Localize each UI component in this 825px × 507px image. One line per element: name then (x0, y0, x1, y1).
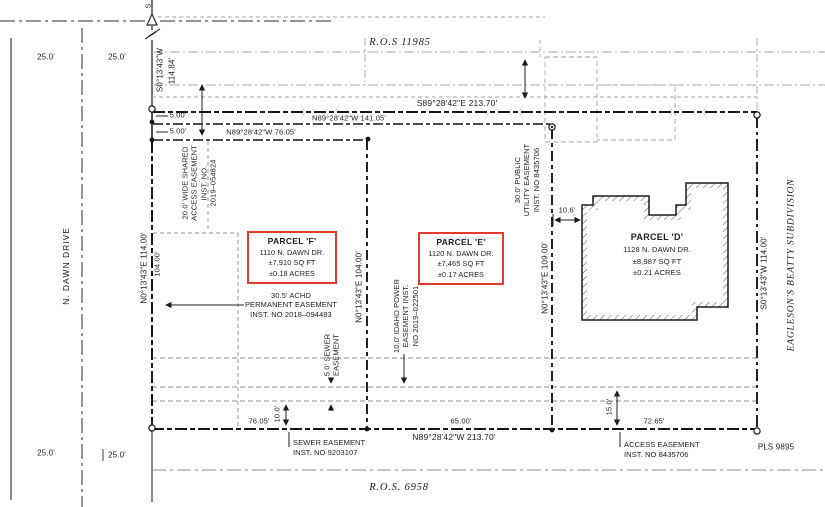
sewer-width-label: 5.0' SEWER EASEMENT (322, 333, 341, 377)
parcel-f-area-sqft: ±7,910 SQ FT (268, 258, 316, 267)
offset-dim-b: 5.00' (169, 126, 187, 136)
sewer-inst-label: SEWER EASEMENT INST. NO 9203107 (293, 438, 366, 457)
parcel-d-address: 1128 N. DAWN DR. (623, 245, 691, 255)
tie-length-label: 114.84' (167, 57, 177, 85)
parcel-d-name: PARCEL 'D' (630, 232, 684, 243)
building-offset-dim: 10.6' (558, 205, 576, 215)
parcel-f-address: 1110 N. DAWN DR. (259, 247, 325, 257)
access-width-dim: 15.0' (604, 398, 614, 416)
south-f-dim: 76.05' (248, 416, 270, 426)
idaho-power-easement-label: 10.0' IDAHO POWER EASEMENT INST. NO 2019–022501 (391, 279, 420, 353)
access-inst-label: ACCESS EASEMENT INST. NO 8435706 (624, 440, 700, 459)
shared-access-easement-label: 20.0' WIDE SHARED ACCESS EASEMENT INST. NO. 2019–054824 (180, 145, 218, 221)
inner-line-141-label: N89°28'42"W 141.05' (312, 113, 386, 123)
row-width-top-left: 25.0' (37, 52, 55, 62)
tie-bearing-label: S0°13'43"W (155, 47, 165, 93)
line-break-symbol (145, 29, 160, 39)
parcel-f-label-box (247, 231, 337, 284)
adjacent-subdivision-label: EAGLESON'S BEATTY SUBDIVISION (786, 178, 797, 352)
dimension-arrows (152, 57, 620, 447)
south-boundary-label: N89°28'42"W 213.70' (412, 432, 496, 443)
ros-11985-label: R.O.S 11985 (369, 36, 431, 48)
street-name-label: N. DAWN DRIVE (61, 227, 72, 305)
inner-line-76-label: N89°28'42"W 76.05' (226, 127, 296, 137)
monument-triangle (147, 14, 157, 25)
row-width-top-right: 25.0' (108, 52, 126, 62)
parcel-f-area-acres: ±0.18 ACRES (268, 268, 316, 278)
north-boundary-label: S89°28'42"E 213.70' (416, 98, 498, 109)
public-utility-easement-label: 30.0' PUBLIC UTILITY EASEMENT INST. NO 8435706 (512, 143, 541, 217)
parcel-e-label-box (418, 232, 504, 285)
parcel-e-d-boundary-label: N0°13'43"E 109.00' (540, 242, 550, 314)
west-inner-dim-label: 104.00' (152, 251, 162, 277)
west-boundary-label: N0°13'43"E 114.00' (139, 232, 149, 304)
pls-corner-label: PLS 9895 (757, 442, 795, 452)
east-boundary-label: S0°13'43"W 114.00' (759, 236, 769, 310)
easement-lines (152, 141, 757, 428)
parcel-d-area-acres: ±0.21 ACRES (633, 268, 681, 278)
parcel-d-area-sqft: ±8,987 SQ FT (632, 256, 682, 266)
parcel-f-name: PARCEL 'F' (267, 236, 317, 246)
achd-easement-label: 30.5' ACHD PERMANENT EASEMENT INST. NO 2018–094483 (244, 290, 338, 319)
cut-label-top: S (143, 3, 153, 9)
sewer-gap-dim: 10.0' (272, 405, 282, 423)
parcel-e-area-sqft: ±7,465 SQ FT (437, 259, 485, 268)
parcel-e-address: 1120 N. DAWN DR. (428, 248, 494, 258)
ros-6958-label: R.O.S. 6958 (369, 481, 429, 493)
south-d-dim: 72.65' (643, 416, 665, 426)
parcel-e-name: PARCEL 'E' (436, 237, 486, 247)
parcel-d-label (623, 232, 691, 278)
row-width-bottom-right: 25.0' (108, 450, 126, 460)
offset-dim-a: 5.00' (169, 110, 187, 120)
parcel-e-area-acres: ±0.17 ACRES (437, 269, 485, 279)
row-width-bottom-left: 25.0' (37, 448, 55, 458)
parcel-f-e-boundary-label: N0°13'43"E 104.00' (354, 251, 364, 323)
south-e-dim: 65.00' (450, 416, 472, 426)
